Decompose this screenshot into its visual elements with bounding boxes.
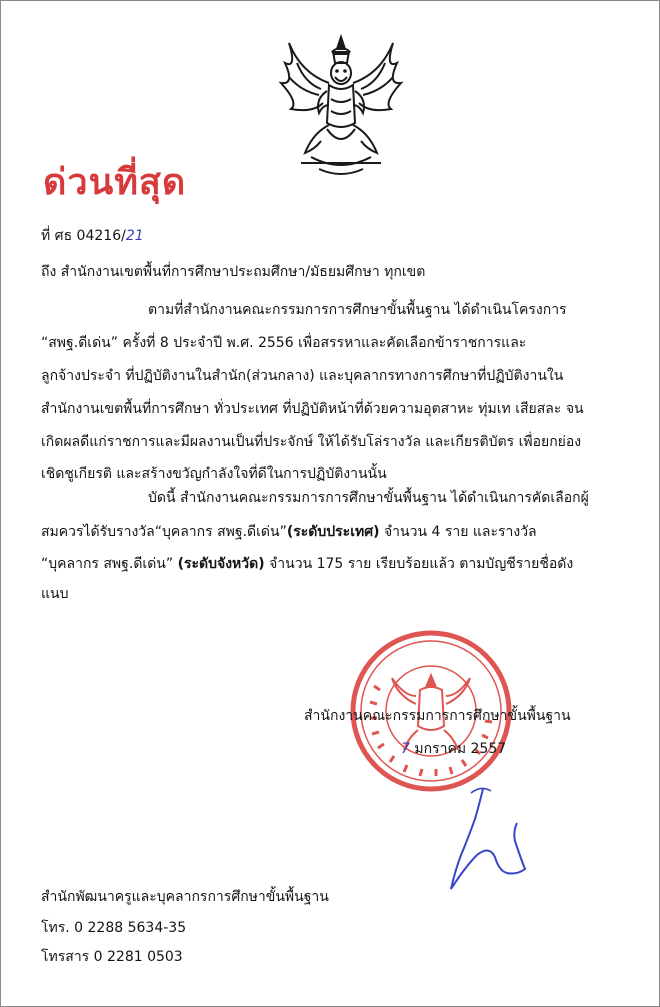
signature-scribble-icon bbox=[421, 771, 531, 901]
contact-office: สำนักพัฒนาครูและบุคลากรการศึกษาขั้นพื้นฐาน bbox=[41, 889, 329, 905]
garuda-emblem-icon bbox=[271, 33, 411, 183]
contact-phone: โทร. 0 2288 5634-35 bbox=[41, 920, 187, 936]
paragraph-1-line: “สพฐ.ดีเด่น” ครั้งที่ 8 ประจำปี พ.ศ. 2556 เพื่อสรรหาและคัดเลือกข้าราชการและ bbox=[41, 335, 527, 351]
urgency-stamp: ด่วนที่สุด bbox=[43, 162, 187, 203]
reference-number bbox=[41, 229, 144, 243]
issue-date bbox=[401, 742, 506, 756]
handwritten-day: 7 bbox=[401, 741, 410, 757]
award-provincial-level: (ระดับจังหวัด) bbox=[177, 556, 265, 572]
contact-fax: โทรสาร 0 2281 0503 bbox=[41, 949, 183, 965]
issue-month-year: มกราคม 2557 bbox=[414, 741, 507, 757]
award-provincial-text: “บุคลากร สพฐ.ดีเด่น” bbox=[41, 556, 178, 572]
paragraph-2-line bbox=[41, 525, 537, 539]
award-national-count: จำนวน 4 ราย และรางวัล bbox=[379, 524, 537, 540]
recipient-line: ถึง สำนักงานเขตพื้นที่การศึกษาประถมศึกษา/มัธยมศึกษา ทุกเขต bbox=[41, 264, 426, 280]
paragraph-2-line: บัดนี้ สำนักงานคณะกรรมการการศึกษาขั้นพื้นฐาน ได้ดำเนินการคัดเลือกผู้ bbox=[148, 490, 589, 506]
award-provincial-count: จำนวน 175 ราย เรียบร้อยแล้ว ตามบัญชีรายชื่อดัง bbox=[264, 556, 574, 572]
award-national-text: สมควรได้รับรางวัล“บุคลากร สพฐ.ดีเด่น” bbox=[41, 524, 287, 540]
reference-prefix: ที่ ศธ 04216/ bbox=[41, 228, 126, 244]
paragraph-1-line: เชิดชูเกียรติ และสร้างขวัญกำลังใจที่ดีในการปฏิบัติงานนั้น bbox=[41, 466, 387, 482]
handwritten-reference-number: 21 bbox=[125, 228, 144, 244]
paragraph-1-line: สำนักงานเขตพื้นที่การศึกษา ทั่วประเทศ ที่ปฏิบัติหน้าที่ด้วยความอุตสาหะ ทุ่มเท เสียสละ จน bbox=[41, 401, 584, 417]
paragraph-1-line: ตามที่สำนักงานคณะกรรมการการศึกษาขั้นพื้นฐาน ได้ดำเนินโครงการ bbox=[148, 302, 567, 318]
paragraph-1-line: เกิดผลดีแก่ราชการและมีผลงานเป็นที่ประจักษ์ ให้ได้รับโล่รางวัล และเกียรติบัตร เพื่อยกย่อง bbox=[41, 434, 582, 450]
issuing-office: สำนักงานคณะกรรมการการศึกษาขั้นพื้นฐาน bbox=[304, 708, 571, 724]
paragraph-2-line bbox=[41, 557, 573, 571]
paragraph-1-line: ลูกจ้างประจำ ที่ปฏิบัติงานในสำนัก(ส่วนกลาง) และบุคลากรทางการศึกษาที่ปฏิบัติงานใน bbox=[41, 368, 564, 384]
paragraph-2-line: แนบ bbox=[41, 586, 69, 602]
award-national-level: (ระดับประเทศ) bbox=[286, 524, 380, 540]
